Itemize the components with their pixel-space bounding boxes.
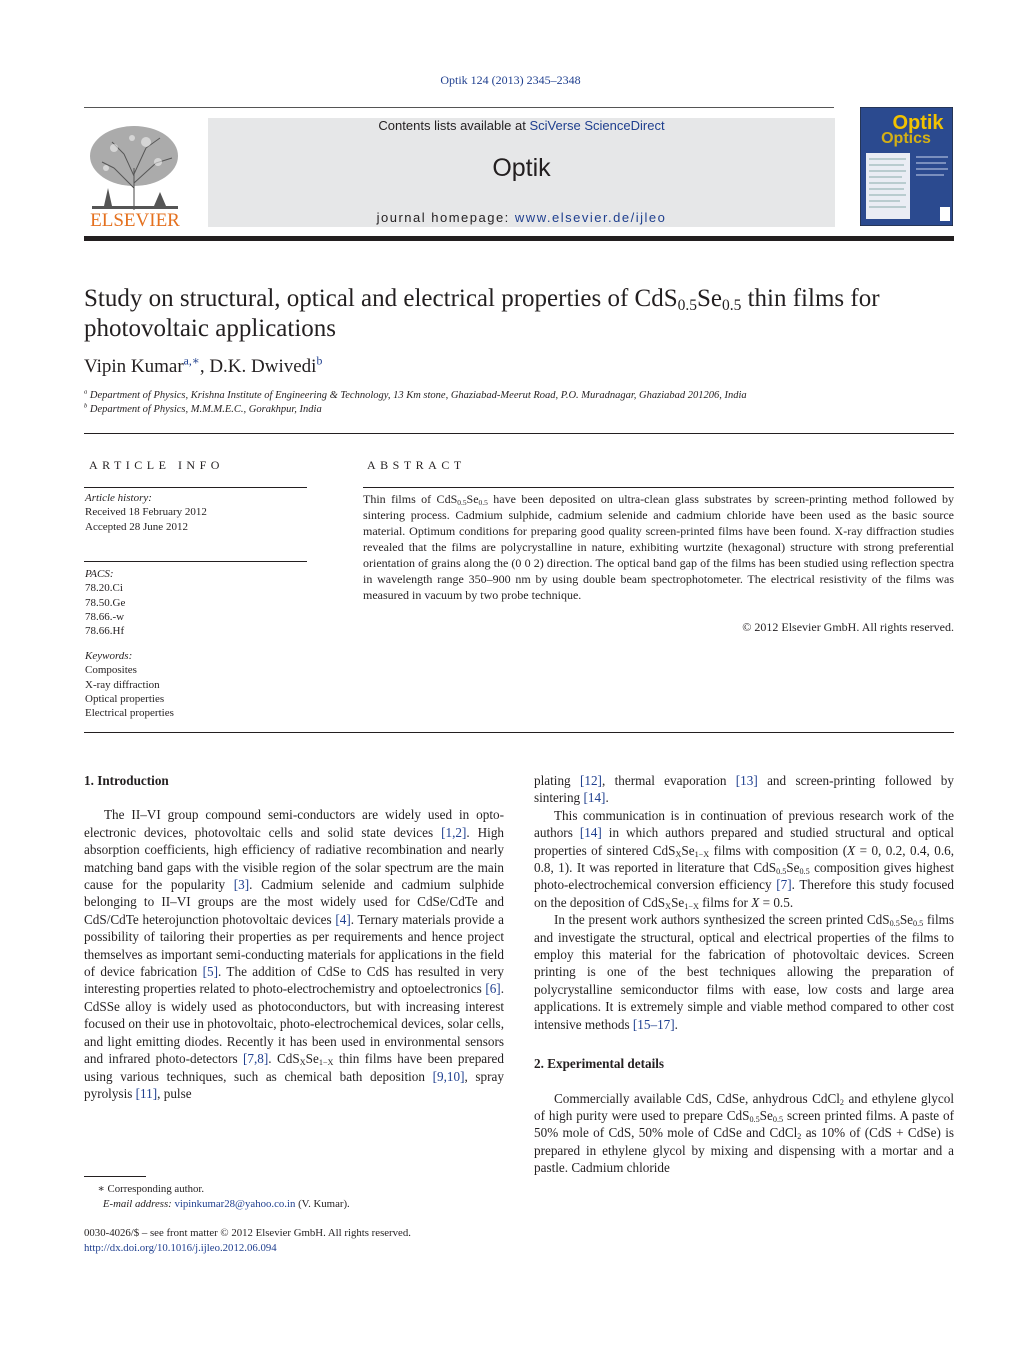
doi-link[interactable]: http://dx.doi.org/10.1016/j.ijleo.2012.06.094 [84,1241,277,1254]
divider [84,433,954,434]
elsevier-logo [84,118,186,230]
homepage-link[interactable]: www.elsevier.de/ijleo [514,210,667,225]
author-affil-marker[interactable]: a,∗ [183,354,200,368]
paragraph: In the present work authors synthesized the screen printed $CdS_{0.5}Se_{0.5}$ films and investigate the structural, optical and electrical properties of the films to employ this material for the fabrication of photovoltaic devices. Screen printing is one of the best techniques allowing the preparation of polycrystalline semiconductor films with ease, low costs and large area applications. It is extremely simple and viable method compared to other cost intensive methods [15–17]. [534,912,955,1032]
journal-name: Optik [492,154,551,182]
paragraph: The II–VI group compound semi-conductors are widely used in opto-electronic devices, photovoltaic cells and solid state devices [1,2]. High absorption coefficients, high efficiency of radiative recombination and nearly matching band gaps with the visible region of the solar spectrum are the main cause for the popularity [3]. Cadmium selenide and cadmium sulphide belonging to II–VI groups are the most widely used for CdSe/CdTe and CdS/CdTe heterojunction photovoltaic devices [4]. Ternary materials provide a possibility of tailoring their properties as per requirements and hence project themselves as important semi-conducting materials for applications in the field of device fabrication [5]. The addition of CdSe to CdS has resulted in very interesting properties related to photo-electrochemistry and optoelectronics [6]. CdSSe alloy is widely used as photoconductors, but with increasing interest focused on their use in photovoltaic, photo-electrochemical devices, solar cells, and light emitting diodes. Recently it has been used in environmental sensors and infrared photo-detectors [7,8]. $CdS_XSe_{1-X}$ thin films have been prepared using various techniques, such as chemical bath deposition [9,10], spray pyrolysis [11], pulse [84,807,505,1101]
citation-link[interactable]: [7] [776,877,792,893]
citation-link[interactable]: [9,10] [432,1068,465,1084]
keyword: X-ray diffraction [85,678,160,691]
author-affil-marker[interactable]: b [316,354,323,368]
pacs-codes: PACS: 78.20.Ci 78.50.Ge 78.66.-w 78.66.Hf [85,568,126,638]
citation-link[interactable]: [12] [579,773,602,788]
sciencedirect-link[interactable]: SciVerse ScienceDirect [529,118,665,133]
divider [84,487,307,488]
body-left-column [84,772,504,1102]
citation-link[interactable]: [11] [135,1085,158,1101]
article-info-heading: ARTICLE INFO [89,458,224,472]
citation-link[interactable]: [13] [735,773,758,788]
divider [84,561,307,562]
abstract-heading: ABSTRACT [367,458,466,472]
pacs-code: 78.66.-w [85,610,125,623]
abstract-text: Thin films of $CdS_{0.5}Se_{0.5}$ have been deposited on ultra-clean glass substrates by screen-printing method followed by sintering process. Cadmium sulphide, cadmium selenide and cadmium chloride have been used as the basic source material. Optimum conditions for preparing good quality screen-printed films have been found. X-ray diffraction studies revealed that the films are polycrystalline in nature, exhibiting wurtzite (hexagonal) structure with strong preferential orientation of grains along the (0 0 2) direction. The optical band gap of the films has been studied using reflection spectra in wavelength range 350–900 nm by using double beam spectrophotometer. The electrical resistivity of the films was measured in vacuum by two probe technique. [363,492,954,602]
article-title: Study on structural, optical and electrical properties of $CdS_{0.5}Se_{0.5}$ thin films for photovoltaic applications [84,285,880,342]
pacs-code: 78.20.Ci [85,582,123,595]
body-right-column [534,772,954,1177]
citation-link[interactable]: [14] [579,825,602,841]
header-rule [84,107,834,108]
article-history: Article history: Received 18 February 2012 Accepted 28 June 2012 [85,492,207,533]
contents-prefix: Contents lists available at [378,118,530,133]
paragraph: plating [12], thermal evaporation [13] and screen-printing followed by sintering [14]. [534,773,954,806]
section-heading-experimental: 2. Experimental details [534,1056,665,1072]
pacs-code: 78.50.Ge [85,596,126,609]
citation-link[interactable]: [5] [202,964,218,980]
elsevier-wordmark: ELSEVIER [90,210,180,230]
header-thick-rule [84,236,954,241]
affiliation-a: $^a$ Department of Physics, Krishna Institute of Engineering & Technology, 13 Km stone, Ghaziabad-Meerut Road, P.O. Muradnagar, Ghaziabad 201206, India [84,388,747,401]
citation-link[interactable]: [1,2] [441,824,467,840]
paragraph: This communication is in continuation of previous research work of the authors [14] in which authors prepared and studied structural and optical properties of sintered $CdS_XSe_{1-X}$ films with composition (X = 0, 0.2, 0.4, 0.6, 0.8, 1). It was reported in literature that $CdS_{0.5}Se_{0.5}$ composition gives highest photo-electrochemical conversion efficiency [7]. Therefore this study focused on the deposition of $CdS_XSe_{1-X}$ films for X = 0.5. [534,807,955,911]
footnote-rule [84,1176,146,1177]
abstract-copyright: © 2012 Elsevier GmbH. All rights reserved. [742,620,954,634]
keyword: Electrical properties [85,707,174,720]
corresponding-author-footnote: ∗ Corresponding author. E-mail address: vipinkumar28@yahoo.co.in (V. Kumar). [97,1183,350,1210]
citation-link[interactable]: [3] [233,877,250,893]
journal-reference[interactable]: Optik 124 (2013) 2345–2348 [440,73,581,87]
homepage-line [208,210,835,225]
section-heading-introduction: 1. Introduction [84,773,169,788]
author-name: D.K. Dwivedi [209,356,317,377]
divider [84,732,954,733]
citation-link[interactable]: [4] [335,911,351,927]
pacs-code: 78.66.Hf [85,625,125,638]
journal-cover-image [860,107,953,226]
divider [363,487,954,488]
citation-link[interactable]: [15–17] [632,1016,675,1032]
keywords: Keywords: Composites X-ray diffraction Optical properties Electrical properties [85,650,174,720]
citation-link[interactable]: [6] [485,981,501,997]
paragraph: Commercially available CdS, CdSe, anhydrous CdCl$_2$ and ethylene glycol of high purity were used to prepare $CdS_{0.5}Se_{0.5}$ screen printed films. A paste of 50% mole of CdS, 50% mole of CdSe and CdCl$_2$ as 10% of (CdS + CdSe) is prepared in ethylene glycol by mixing and dispensing with a mortar and a pastle. Cadmium chloride [534,1090,955,1176]
email-link[interactable]: vipinkumar28@yahoo.co.in [174,1197,296,1210]
cover-title-optics: Optics [881,130,931,147]
author-name: Vipin Kumar [84,356,184,377]
cover-title-optik: Optik [892,112,944,134]
affiliation-b: $^b$ Department of Physics, M.M.M.E.C., Gorakhpur, India [84,402,322,415]
citation-link[interactable]: [14] [583,790,606,806]
homepage-prefix: journal homepage: [376,210,515,225]
journal-masthead [208,118,835,227]
citation-link[interactable]: [7,8] [243,1051,269,1067]
keyword: Optical properties [85,692,165,705]
issn-line: 0030-4026/$ – see front matter © 2012 Elsevier GmbH. All rights reserved. http://dx.doi.org/10.1016/j.ijleo.2012.06.094 [84,1227,411,1254]
keyword: Composites [85,664,137,677]
author-list: Vipin Kumar$^{a,∗}$, D.K. Dwivedi$^b$ [84,354,323,377]
contents-line [208,118,835,133]
